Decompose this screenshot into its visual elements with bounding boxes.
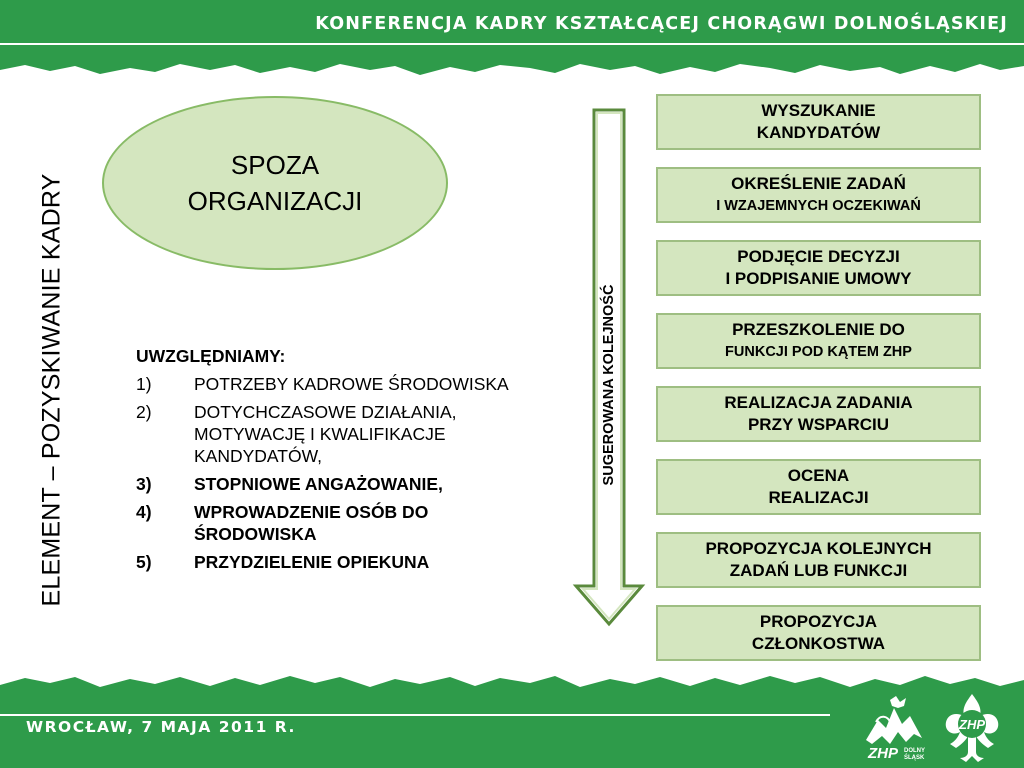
zhp-logo-sub2: ŚLĄSK: [904, 755, 925, 761]
source-ellipse: [102, 96, 448, 270]
step-line1: REALIZACJA ZADANIA: [724, 393, 913, 412]
list-item: [136, 473, 536, 495]
step-line2: I PODPISANIE UMOWY: [725, 269, 912, 288]
list-item: [136, 501, 536, 545]
ellipse-line1: SPOZA: [230, 150, 320, 180]
step-line1: PROPOZYCJA: [759, 612, 878, 631]
step-box: [656, 240, 981, 296]
list-item-text: WPROWADZENIE OSÓB DO ŚRODOWISKA: [194, 502, 429, 544]
step-line1: PODJĘCIE DECYZJI: [737, 247, 900, 266]
ellipse-text: [165, 147, 385, 219]
step-line2: FUNKCJI POD KĄTEM ZHP: [725, 344, 912, 360]
scout-lily-logo-icon: [940, 692, 1004, 764]
arrow-label-text: SUGEROWANA KOLEJNOŚĆ: [601, 284, 617, 486]
list-item-text: PRZYDZIELENIE OPIEKUNA: [194, 552, 430, 572]
list-item: [136, 401, 536, 467]
step-box: [656, 313, 981, 369]
list-item-number: 1): [136, 374, 152, 394]
step-line2: I WZAJEMNYCH OCZEKIWAŃ: [716, 198, 921, 214]
step-line2: PRZY WSPARCIU: [747, 415, 890, 434]
step-line2: CZŁONKOSTWA: [751, 634, 886, 653]
step-box: [656, 94, 981, 150]
step-line2: ZADAŃ LUB FUNKCJI: [729, 561, 908, 580]
step-box: [656, 167, 981, 223]
step-box: [656, 459, 981, 515]
zhp-logo-text: ZHP: [868, 745, 898, 762]
list-item-text: POTRZEBY KADROWE ŚRODOWISKA: [194, 374, 509, 394]
footer-divider: [0, 714, 830, 716]
step-line2: REALIZACJI: [768, 488, 869, 507]
steps-column: [656, 94, 981, 678]
step-line1: WYSZUKANIE: [761, 101, 876, 120]
header-title: KONFERENCJA KADRY KSZTAŁCĄCEJ CHORĄGWI DOLNOŚLĄSKIEJ: [315, 14, 1008, 34]
lily-logo-text: ZHP: [959, 717, 985, 732]
header-bar: [0, 0, 1024, 62]
step-box: [656, 386, 981, 442]
zhp-logo-sub1: DOLNY: [904, 748, 925, 754]
footer-date: WROCŁAW, 7 MAJA 2011 R.: [26, 718, 296, 736]
zhp-dolny-slask-logo-icon: [860, 694, 936, 764]
step-line1: OKREŚLENIE ZADAŃ: [731, 174, 906, 193]
list-heading: UWZGLĘDNIAMY:: [136, 346, 286, 366]
list-item-number: 4): [136, 502, 152, 522]
step-line1: PROPOZYCJA KOLEJNYCH: [705, 539, 932, 558]
ellipse-line2: ORGANIZACJI: [187, 186, 363, 216]
list-item: [136, 551, 536, 573]
list-item-text: STOPNIOWE ANGAŻOWANIE,: [194, 474, 443, 494]
header-divider: [0, 43, 1024, 45]
step-line1: PRZESZKOLENIE DO: [732, 320, 905, 339]
list-item-number: 2): [136, 402, 152, 422]
list-item-number: 5): [136, 552, 152, 572]
considerations-list: [136, 345, 536, 579]
list-item-text: DOTYCHCZASOWE DZIAŁANIA, MOTYWACJĘ I KWALIFIKACJE KANDYDATÓW,: [194, 402, 457, 466]
footer-grunge-edge: [0, 672, 1024, 692]
step-box: [656, 605, 981, 661]
step-box: [656, 532, 981, 588]
list-item-number: 3): [136, 474, 152, 494]
header-grunge-edge: [0, 58, 1024, 78]
step-line1: OCENA: [787, 466, 850, 485]
vertical-title-text: ELEMENT – POZYSKIWANIE KADRY: [37, 173, 66, 607]
step-line2: KANDYDATÓW: [756, 123, 881, 142]
list-item: [136, 373, 536, 395]
